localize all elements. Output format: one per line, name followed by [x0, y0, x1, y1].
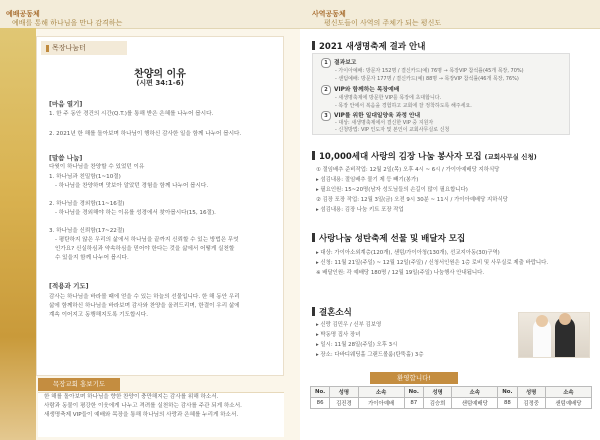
kimchi-line: ▸ 섬김내용: 절임배추 물기 제 등 빼기(봉가) [316, 177, 419, 183]
table-cell: 김승희 [423, 398, 451, 409]
box-line: - 새생명축제에 방문한 VIP를 목장에 초대합니다. [335, 95, 442, 101]
kimchi-line: ▸ 섬김내용: 김장 나눔 키트 포장 작업 [316, 207, 404, 213]
table-header: 성명 [423, 387, 451, 398]
box-line: - 신청방법: VIP 인도자 및 본인이 교회사무실로 신청 [335, 127, 450, 133]
christmas-line: ※ 배달인원: 각 예배당 180명 / 12월 19일(주일) 나눔행사 안내됩니다. [316, 270, 485, 276]
table-cell: 샌텀예배당 [545, 398, 591, 409]
table-cell: 86 [311, 398, 330, 409]
table-cell: 샌텀예배당 [452, 398, 498, 409]
box-item-title: VIP와 함께하는 목장예배 [334, 87, 400, 93]
christmas-line: ▸ 신청: 11월 21일(주일) ~ 12월 12일(주일) / 신청서인원은 1층 로비 및 사무실로 제출 바랍니다. [316, 260, 549, 266]
sermon-line: 삶에 함께하신 하나님을 바라보며 감사와 찬양을 올려드리며, 한결이 우리 삶에 [49, 303, 240, 309]
wedding-line: ▸ 신랑 김민우 / 신부 김보영 [316, 322, 382, 328]
sermon-sheet [36, 36, 284, 376]
promo-box [38, 392, 284, 437]
news-title-christmas: 사랑나눔 성탄축제 선물 및 배달자 모집 [312, 232, 465, 244]
table-cell: 김진경 [330, 398, 358, 409]
section-heading-word: [말씀 나눔] [49, 154, 83, 162]
section-heading-apply: [적용과 기도] [49, 282, 89, 290]
table-header: No. [311, 387, 330, 398]
festival-result-box [312, 53, 570, 135]
right-header-main: 사역공동체 [312, 10, 346, 18]
table-header: 소속 [358, 387, 404, 398]
left-header-sub: 예배를 통해 하나님을 만나 감격하는 [12, 19, 123, 27]
box-item-title: VIP를 위한 일대일양육 과정 안내 [334, 113, 421, 119]
sermon-line: 수 있을지 함께 나누어 봅시다. [55, 255, 129, 261]
table-cell: 가이아예배 [358, 398, 404, 409]
wedding-line: ▸ 일시: 11월 28일(주일) 오후 3시 [316, 342, 398, 348]
promo-tag: 목장교회 홍보기도 [38, 378, 120, 391]
box-line: - 목장 안에서 복음을 경험하고 교회에 잘 정착하도록 해주세요. [335, 103, 472, 109]
promo-line: 새생명축제 VIP들이 예배와 목장을 통해 하나님의 사랑과 은혜를 누리게 하소서. [44, 412, 239, 418]
table-header: 소속 [545, 387, 591, 398]
news-title-festival: 2021 새생명축제 결과 안내 [312, 40, 425, 52]
left-page-header [0, 0, 300, 29]
box-line: - 가이아예배: 방문자 152명 / 결신카드(예) 76명 → 목장VIP 참석률(45개 목장, 70%) [335, 68, 524, 74]
table-header: 성명 [517, 387, 545, 398]
table-header: No. [404, 387, 423, 398]
newcomer-table [310, 386, 592, 409]
table-cell: 김정중 [517, 398, 545, 409]
news-title-kimchi-note: (교회사무실 신청) [484, 153, 537, 161]
sermon-line: 2. 2021년 한 해를 돌아보며 하나님이 행하신 감사한 일을 함께 나누어 봅시다. [49, 131, 242, 137]
promo-line: 한 해를 돌아보며 하나님을 향한 찬양이 충만해지는 감사를 위해 하소서. [44, 394, 219, 400]
section-heading-open: [마음 열기] [49, 100, 83, 108]
table-row [311, 398, 592, 409]
sermon-point: 1. 하나님과 친밀함(1~10절) [49, 174, 121, 180]
sermon-title: 찬양의 이유 [134, 69, 186, 80]
table-header: No. [498, 387, 517, 398]
wedding-line: ▸ 장소: 다바디웨딩홀 그랜드볼룸(탄뚝홀) 3층 [316, 352, 424, 358]
promo-line: 사람과 동물이 평강한 이웃에게 나누고 격려를 실천하는 감사를 주관 되게 하소서. [44, 403, 242, 409]
wheat-field-image [0, 28, 36, 440]
sermon-line: 1. 한 주 동안 경건의 시간(Q.T.)를 통해 받은 은혜를 나누어 봅시다. [49, 111, 214, 117]
table-cell: 87 [404, 398, 423, 409]
sermon-line: - 평탄하지 않은 우리의 삶에서 하나님을 끝까지 신뢰할 수 있는 방법은 무엇 [55, 237, 239, 243]
box-line: - 대상: 새생명축제에서 결신한 VIP 중 지원자 [335, 120, 434, 126]
right-page [300, 0, 600, 440]
box-item-title: 결과보고 [334, 60, 357, 66]
table-cell: 88 [498, 398, 517, 409]
christmas-line: ▸ 대상: 가이아소외계층(120개), 샌텀/가이아청(130개), 선교지아동(30)구역) [316, 250, 500, 256]
sermon-line: 감사는 하나님을 바라볼 때에 얻을 수 있는 하늘의 선물입니다. 한 해 동안 우리 [49, 294, 240, 300]
wedding-line: ▸ 박동명 집사 장녀 [316, 332, 361, 338]
sermon-point: 2. 하나님을 경외함(11~16절) [49, 201, 125, 207]
sermon-line: 인가요? 신실하심과 약속하심을 믿어야 한다는 것을 삶에서 어떻게 실천할 [55, 246, 235, 252]
sermon-point: 3. 하나님을 신뢰함(17~22절) [49, 228, 125, 234]
table-header: 소속 [452, 387, 498, 398]
news-title-kimchi: 10,000세대 사랑의 김장 나눔 봉사자 모집 [319, 152, 482, 162]
table-header-row [311, 387, 592, 398]
welcome-tag: 환영합니다! [370, 372, 458, 384]
number-badge: 1 [321, 58, 331, 68]
sermon-line: 계속 이어지고 동행해지도록 기도합시다. [49, 312, 148, 318]
right-header-sub: 평신도들이 사역의 주체가 되는 평신도 [324, 19, 442, 27]
left-header-main: 예배공동체 [6, 10, 40, 18]
number-badge: 2 [321, 85, 331, 95]
kimchi-line: ② 김장 포장 작업: 12월 3일(금) 오전 9시 30분 ~ 11시 / 가이아예배당 지하식당 [316, 197, 508, 203]
number-badge: 3 [321, 111, 331, 121]
table-header: 성명 [330, 387, 358, 398]
wedding-couple-photo [518, 312, 590, 358]
sermon-line: - 하나님을 경외해야 하는 이유를 성경에서 찾아봅시다(15, 16절). [55, 210, 216, 216]
sermon-line: - 하나님을 찬양하며 맛보아 알았던 경험을 함께 나누어 봅시다. [55, 183, 209, 189]
news-title-wedding: 결혼소식 [312, 306, 352, 318]
sermon-tag: 목장나눔터 [41, 41, 127, 55]
kimchi-line: ① 절임배추 준비작업: 12월 2일(목) 오후 4시 ~ 6시 / 가이아예배당 지하식당 [316, 167, 500, 173]
right-page-header [300, 0, 600, 29]
sermon-line: 다윗이 하나님을 찬양할 수 있었던 이유 [49, 164, 145, 170]
box-line: - 샌텀예배: 방문자 177명 / 결신카드(예) 88명 → 목장VIP 참석률(46개 목장, 76%) [335, 76, 519, 82]
kimchi-line: ▸ 필요인원: 15~20명(남자 성도님들의 손길이 많이 필요합니다) [316, 187, 468, 193]
sermon-reference: (시편 34:1-6) [136, 79, 184, 87]
